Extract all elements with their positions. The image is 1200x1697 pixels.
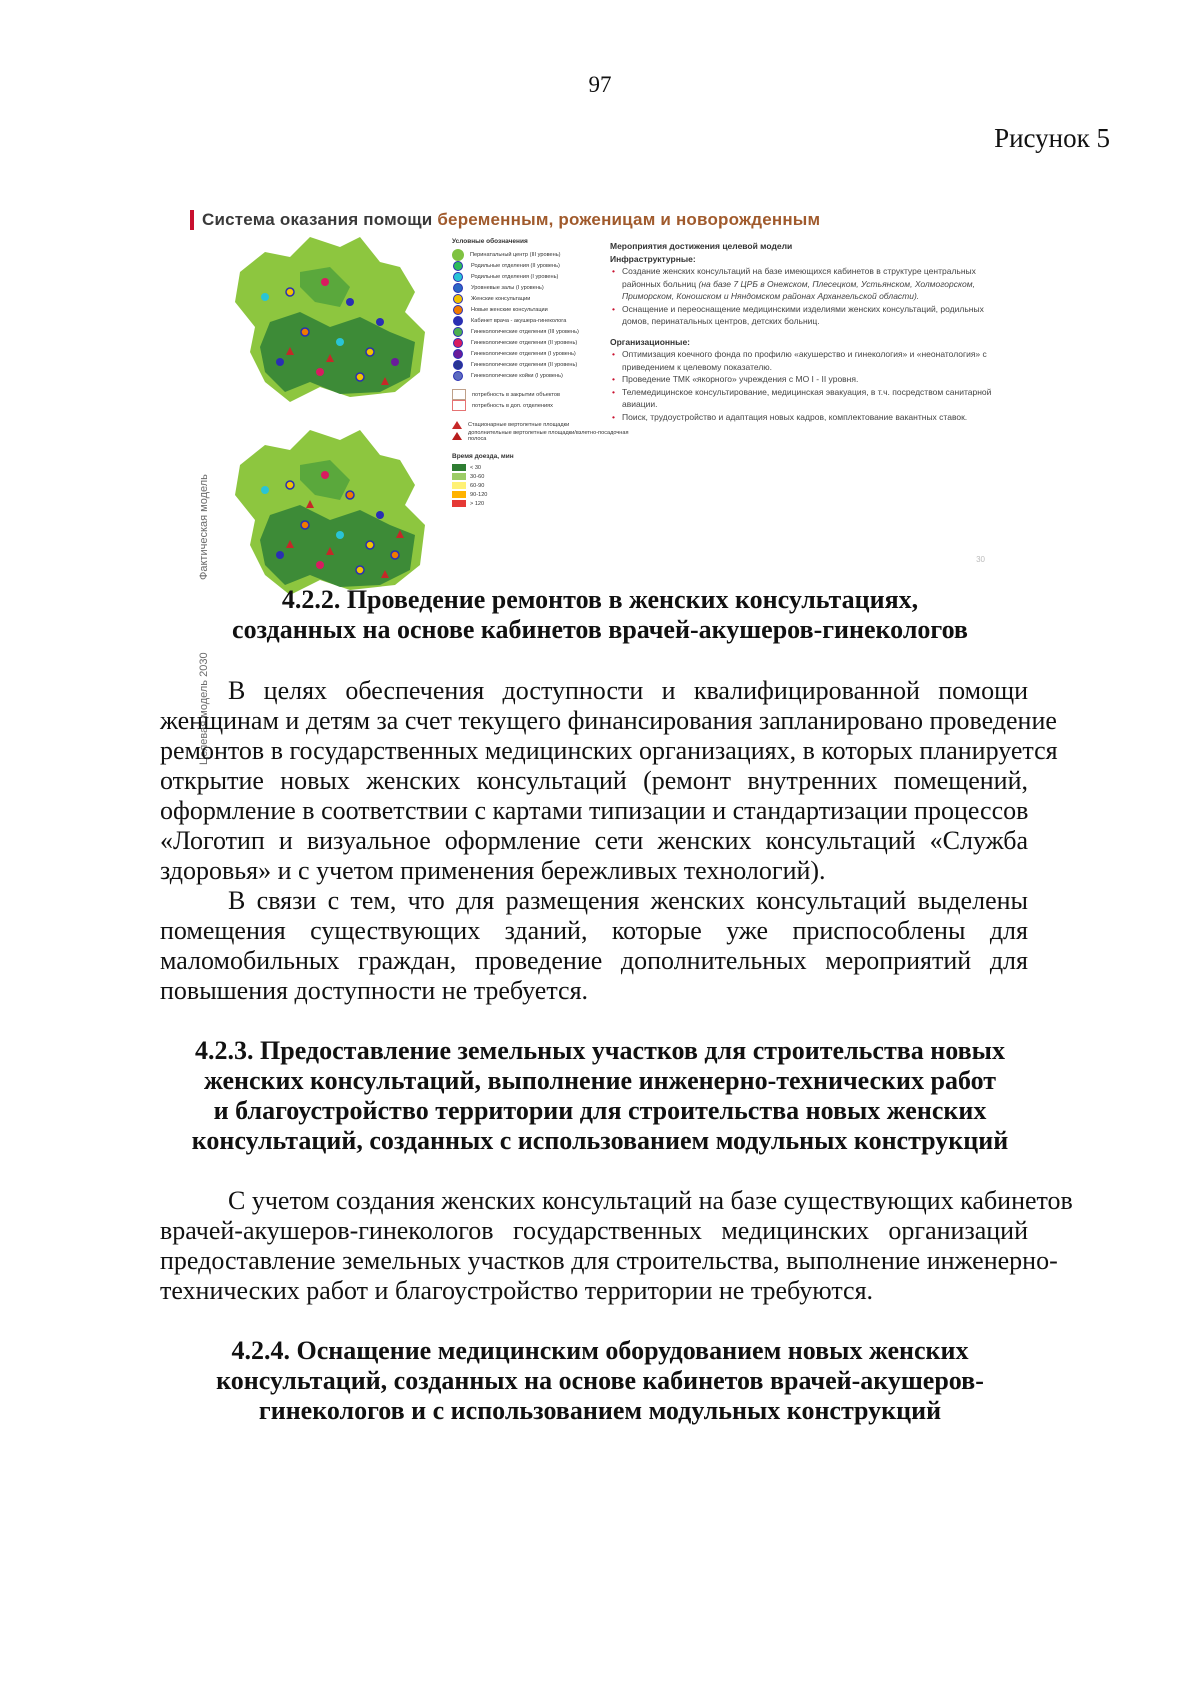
org-item: • Проведение ТМК «якорного» учреждения с МО I - II уровня.	[622, 373, 995, 386]
target-model-measures	[610, 240, 995, 423]
travel-time-swatch	[452, 464, 466, 471]
org-item: • Телемедицинское консультирование, медицинская эвакуация, в т.ч. посредством санитарной авиации.	[622, 386, 995, 411]
figure-care-system	[190, 200, 1080, 765]
side-label-target-model: Целевая модель 2030	[198, 652, 210, 765]
legend-symbol-icon	[453, 360, 463, 370]
infra-item: • Создание женских консультаций на базе имеющихся кабинетов в структуре центральных районных больниц (на базе 7 ЦРБ в Онежском, Плесецком, Устьянском, Холмогорском, Приморском, Коношском и Няндомском районах Архангельской области).	[622, 265, 995, 303]
legend-symbol-icon	[453, 305, 463, 315]
legend-label: Кабинет врача - акушера-гинеколога	[471, 317, 567, 324]
figure-title	[190, 210, 820, 230]
travel-time-label: > 120	[470, 500, 485, 507]
legend-symbol-icon	[453, 316, 463, 326]
travel-time-swatch	[452, 482, 466, 489]
page-number: 97	[588, 72, 612, 97]
legend-label: дополнительные вертолетные площадки/взлетно-посадочная полоса	[468, 429, 629, 442]
travel-time-label: 60-90	[470, 482, 485, 489]
travel-time-item	[452, 490, 642, 499]
side-label-actual-model: Фактическая модель	[198, 474, 210, 580]
legend-label: Уровневые залы (I уровень)	[471, 284, 544, 291]
section-heading-4-2-2: 4.2.2. Проведение ремонтов в женских консультациях, созданных на основе кабинетов врачей-акушеров-гинекологов	[232, 585, 968, 644]
infra-heading: Инфраструктурные:	[610, 253, 696, 264]
legend-label: Гинекологические отделения (II уровень)	[471, 339, 578, 346]
infra-item: • Оснащение и переоснащение медицинскими изделиями женских консультаций, родильных домов, перинатальных центров, детских больниц.	[622, 303, 995, 328]
legend-symbol-icon	[453, 349, 463, 359]
travel-time-label: 90-120	[470, 491, 488, 498]
legend-item	[452, 430, 642, 441]
org-list	[610, 348, 995, 423]
legend-label: Женские консультации	[471, 295, 531, 302]
travel-time-label: < 30	[470, 464, 482, 471]
legend-label: потребность в закрытии объектов	[472, 391, 560, 398]
legend-symbol-icon	[453, 261, 463, 271]
travel-time-item	[452, 481, 642, 490]
legend-symbol-icon	[453, 272, 463, 282]
paragraph-4-2-3-1: С учетом создания женских консультаций на базе существующих кабинетов врачей-акушеров-гинекологов государственных медицинских организаций предоставление земельных участков для строительства, выполнение инженерно- технических работ и благоустройство территории не требуются.	[160, 1186, 1073, 1305]
legend-label: Гинекологические отделения (III уровень)	[471, 328, 579, 335]
legend-label: Родильные отделения (I уровень)	[471, 273, 559, 280]
travel-time-items	[452, 463, 642, 508]
legend-label: Перинатальный центр (III уровень)	[470, 251, 561, 258]
travel-time-swatch	[452, 473, 466, 480]
legend-label: Гинекологические койки (I уровень)	[471, 372, 563, 379]
org-item: • Оптимизация коечного фонда по профилю «акушерство и гинекология» и «неонатология» с приведением к целевому показателю.	[622, 348, 995, 373]
legend-label: Гинекологические отделения (II уровень)	[471, 361, 578, 368]
region-map-target-2030	[230, 425, 430, 600]
section-heading-4-2-3: 4.2.3. Предоставление земельных участков для строительства новых женских консультаций, выполнение инженерно-технических работ и благоустройство территории для строительства новых женских консультаций, созданных с использованием модульных конструкций	[191, 1036, 1009, 1155]
travel-time-label: 30-60	[470, 473, 485, 480]
legend-label: Родильные отделения (II уровень)	[471, 262, 560, 269]
legend-label: потребность в доп. отделениях	[472, 402, 553, 409]
org-item: • Поиск, трудоустройство и адаптация новых кадров, комплектование вакантных ставок.	[622, 411, 995, 424]
legend-heading: Условные обозначения	[452, 238, 528, 245]
measures-heading: Мероприятия достижения целевой модели	[610, 241, 793, 251]
travel-time-swatch	[452, 491, 466, 498]
travel-time-item	[452, 472, 642, 481]
figure-title-part2: беременным, роженицам и новорожденным	[437, 210, 821, 229]
travel-time-item	[452, 463, 642, 472]
infra-list	[610, 265, 995, 328]
paragraph-4-2-2-1: В целях обеспечения доступности и квалифицированной помощи женщинам и детям за счет текущего финансирования запланировано проведение ремонтов в государственных медицинских организациях, в которых планируется открытие новых женских консультаций (ремонт внутренних помещений, оформление в соответствии с картами типизации и стандартизации процессов «Логотип и визуальное оформление сети женских консультаций «Служба здоровья» и с учетом применения бережливых технологий).	[160, 676, 1058, 885]
legend-symbol-icon	[453, 371, 463, 381]
legend-symbol-icon	[453, 294, 463, 304]
legend-symbol-icon	[452, 389, 466, 400]
figure-caption: Рисунок 5	[994, 123, 1110, 153]
legend-symbol-icon	[452, 249, 464, 261]
region-map-actual	[230, 232, 430, 407]
slide-number: 30	[976, 555, 985, 564]
legend-symbol-icon	[452, 432, 462, 440]
legend-label: Гинекологические отделения (I уровень)	[471, 350, 576, 357]
legend-symbol-icon	[453, 338, 463, 348]
travel-time-item	[452, 499, 642, 508]
legend-label: Стационарные вертолетные площадки	[468, 421, 570, 428]
legend-symbol-icon	[452, 421, 462, 429]
legend-symbol-icon	[453, 283, 463, 293]
paragraph-4-2-2-2: В связи с тем, что для размещения женских консультаций выделены помещения существующих зданий, которые уже приспособлены для маломобильных граждан, проведение дополнительных мероприятий для повышения доступности не требуется.	[160, 886, 1028, 1005]
legend-symbol-icon	[453, 327, 463, 337]
travel-time-swatch	[452, 500, 466, 507]
figure-title-part1: Система оказания помощи	[202, 210, 438, 229]
travel-time-heading: Время доезда, мин	[452, 453, 514, 460]
legend-symbol-icon	[452, 400, 466, 411]
legend-label: Новые женские консультации	[471, 306, 548, 313]
section-heading-4-2-4: 4.2.4. Оснащение медицинским оборудованием новых женских консультаций, созданных на основе кабинетов врачей-акушеров- гинекологов и с использованием модульных конструкций	[216, 1336, 984, 1425]
org-heading: Организационные:	[610, 336, 690, 347]
